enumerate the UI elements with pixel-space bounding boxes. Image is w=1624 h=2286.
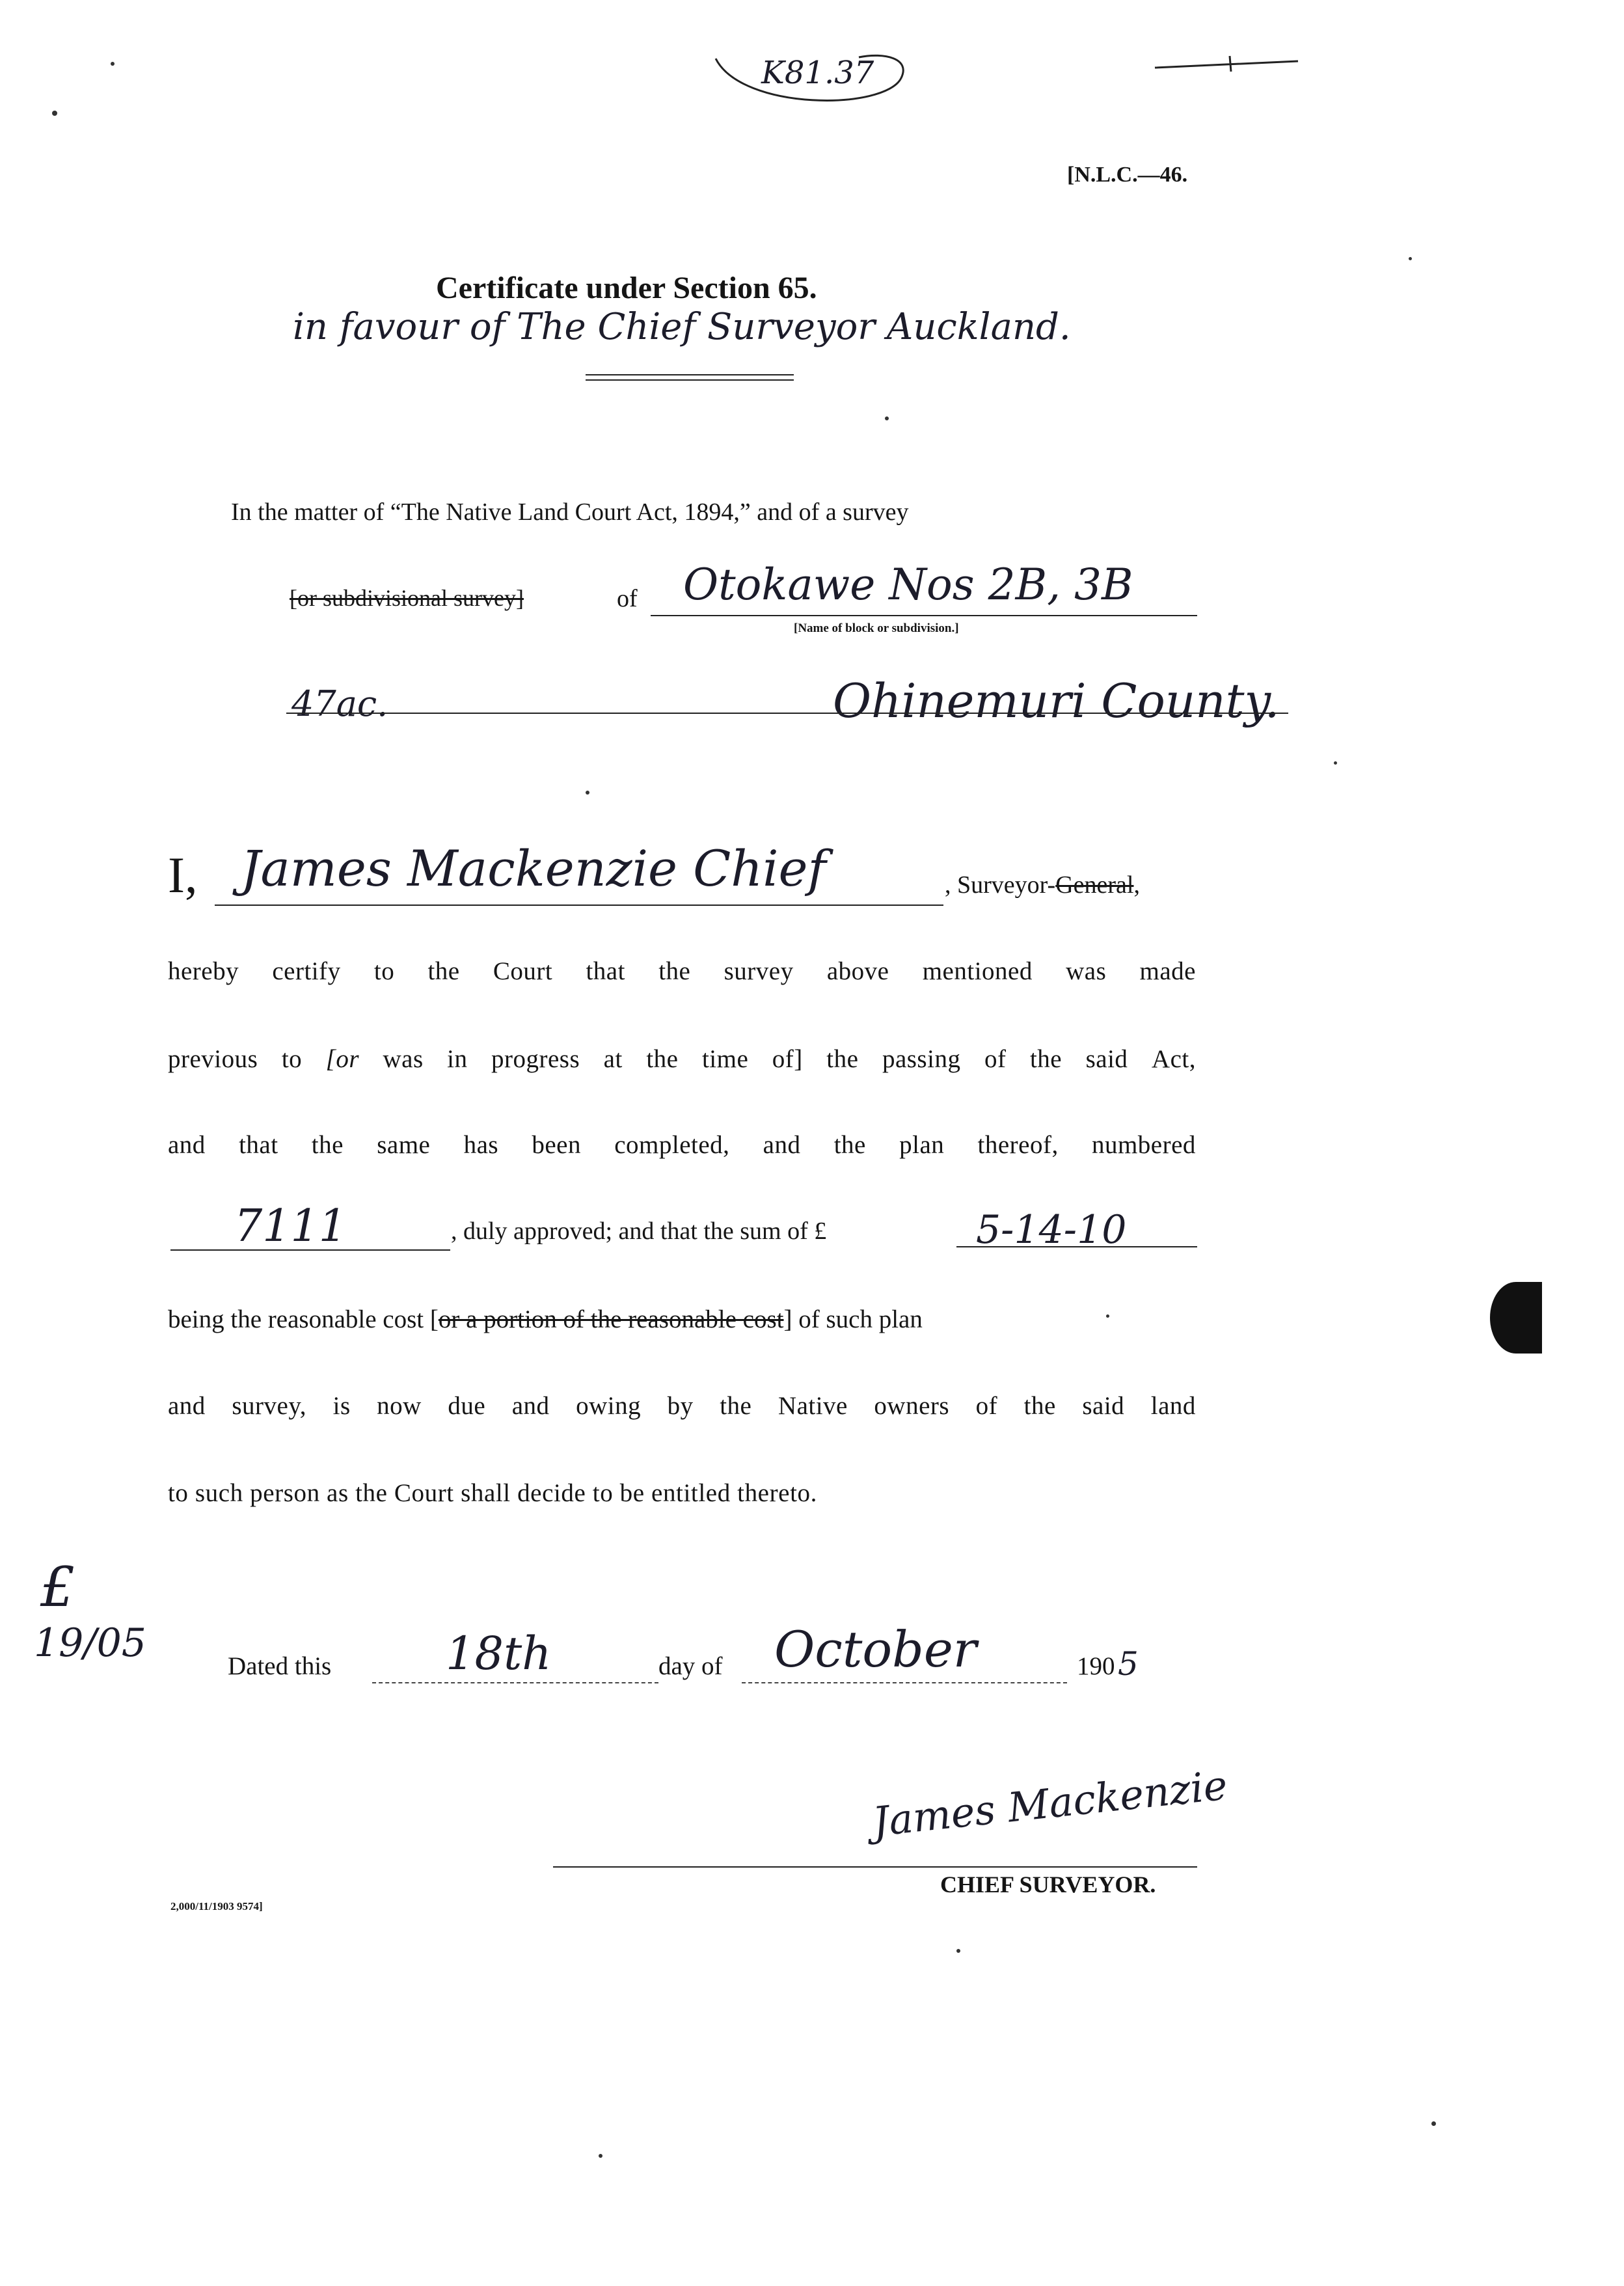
word: completed, xyxy=(614,1131,730,1159)
surveyor-title-struck: General xyxy=(1055,871,1134,899)
word: that xyxy=(239,1131,278,1159)
county-rule xyxy=(286,713,1288,714)
word: time xyxy=(701,1045,749,1073)
word: and xyxy=(511,1392,550,1420)
in-favour-line: in favour of The Chief Surveyor Auckland. xyxy=(293,306,1071,348)
approved-text: , duly approved; and that the sum of £ xyxy=(451,1218,827,1245)
word: the xyxy=(826,1045,859,1073)
word: the xyxy=(658,957,691,985)
word: survey xyxy=(724,957,794,985)
word: the xyxy=(646,1045,679,1073)
day-rule xyxy=(372,1682,658,1683)
area-acres: 47ac. xyxy=(291,683,388,724)
word: hereby xyxy=(168,957,239,985)
plan-number-rule xyxy=(170,1249,450,1251)
dated-month: October xyxy=(774,1620,977,1678)
word: same xyxy=(377,1131,431,1159)
signature-office: CHIEF SURVEYOR. xyxy=(940,1871,1156,1898)
word: said xyxy=(1085,1045,1128,1073)
day-of-label: day of xyxy=(658,1652,723,1680)
word: Act, xyxy=(1151,1045,1196,1073)
sum-amount: 5-14-10 xyxy=(976,1207,1127,1253)
word: previous xyxy=(168,1045,258,1073)
word: due xyxy=(448,1392,486,1420)
word: now xyxy=(377,1392,422,1420)
print-code: 2,000/11/1903 9574] xyxy=(170,1900,263,1912)
word: the xyxy=(311,1131,344,1159)
word: at xyxy=(603,1045,623,1073)
reasonable-cost-text xyxy=(168,1305,923,1334)
speck xyxy=(1431,2121,1436,2126)
word: Native xyxy=(778,1392,848,1420)
line5-b: ] of such plan xyxy=(783,1305,923,1333)
speck xyxy=(1334,761,1337,765)
certify-line-1 xyxy=(168,957,1196,986)
block-name: Otokawe Nos 2B, 3B xyxy=(683,560,1133,610)
name-rule xyxy=(215,905,943,906)
surveyor-name: James Mackenzie Chief xyxy=(241,839,826,897)
certify-line-2 xyxy=(168,1044,1196,1074)
word: passing xyxy=(882,1045,961,1073)
signature-rule xyxy=(553,1866,1197,1868)
word: been xyxy=(532,1131,581,1159)
struck-subdivisional-survey: [or subdivisional survey] xyxy=(290,585,524,611)
word: owing xyxy=(576,1392,642,1420)
word: Court xyxy=(493,957,553,985)
surveyor-title xyxy=(945,871,1140,899)
i-letter: I, xyxy=(168,847,198,903)
word: numbered xyxy=(1091,1131,1196,1159)
county-name: Ohinemuri County. xyxy=(833,674,1280,728)
word: plan xyxy=(899,1131,945,1159)
matter-lead: In the matter of “The Native Land Court Act, 1894,” and of a survey xyxy=(231,498,909,526)
speck xyxy=(599,2154,602,2158)
speck xyxy=(956,1949,960,1953)
form-code: [N.L.C.—46. xyxy=(1067,163,1188,187)
of-word: of xyxy=(617,585,638,612)
certify-line-3 xyxy=(168,1130,1196,1160)
word: of xyxy=(975,1392,998,1420)
word: in xyxy=(447,1045,468,1073)
word: the xyxy=(833,1131,866,1159)
word: thereof, xyxy=(977,1131,1059,1159)
surveyor-title-comma: , xyxy=(1133,871,1140,899)
year-handwritten: 5 xyxy=(1118,1645,1139,1683)
word: progress xyxy=(491,1045,580,1073)
dated-label: Dated this xyxy=(228,1652,332,1680)
reference-number: K81.37 xyxy=(761,55,874,91)
block-name-rule xyxy=(651,615,1197,616)
word: to xyxy=(281,1045,303,1073)
speck xyxy=(1106,1314,1109,1318)
margin-note-top: £ xyxy=(40,1555,75,1619)
word: the xyxy=(720,1392,752,1420)
word: has xyxy=(463,1131,499,1159)
title-rule-2 xyxy=(586,379,794,381)
word: is xyxy=(332,1392,351,1420)
word: the xyxy=(1023,1392,1056,1420)
line5-struck: or a portion of the reasonable cost xyxy=(438,1305,784,1333)
plan-number: 7111 xyxy=(234,1201,347,1252)
word: and xyxy=(168,1392,206,1420)
surveyor-title-prefix: , Surveyor- xyxy=(945,871,1056,899)
pen-stroke-mark xyxy=(1152,52,1301,78)
title-rule xyxy=(586,374,794,375)
word: certify xyxy=(272,957,341,985)
word: that xyxy=(586,957,625,985)
speck xyxy=(52,111,57,116)
word: was xyxy=(383,1045,424,1073)
word: to xyxy=(373,957,395,985)
certificate-heading: Certificate under Section 65. xyxy=(436,271,817,305)
word: owners xyxy=(874,1392,950,1420)
word: the xyxy=(427,957,460,985)
word: survey, xyxy=(232,1392,307,1420)
word: land xyxy=(1150,1392,1196,1420)
month-rule xyxy=(742,1682,1067,1683)
certify-line-6 xyxy=(168,1391,1196,1421)
reference-number-circled xyxy=(703,46,917,104)
word: was xyxy=(1066,957,1107,985)
signature: James Mackenzie xyxy=(870,1761,1230,1846)
certify-line-5 xyxy=(168,1305,1196,1334)
word: the xyxy=(1029,1045,1062,1073)
speck xyxy=(1409,257,1412,260)
margin-note-bottom: 19/05 xyxy=(34,1620,146,1666)
word: of xyxy=(984,1045,1007,1073)
year-prefix: 190 xyxy=(1077,1652,1115,1680)
word: above xyxy=(826,957,889,985)
line5-a: being the reasonable cost [ xyxy=(168,1305,439,1333)
sum-rule xyxy=(956,1246,1197,1247)
word: by xyxy=(667,1392,694,1420)
speck xyxy=(885,416,889,420)
certify-line-7: to such person as the Court shall decide to be entitled thereto. xyxy=(168,1479,817,1507)
speck xyxy=(586,791,589,795)
speck xyxy=(111,62,115,66)
block-caption: [Name of block or subdivision.] xyxy=(794,621,959,635)
word: of] xyxy=(772,1045,803,1073)
dated-day: 18th xyxy=(446,1627,552,1680)
binder-hole-mark xyxy=(1490,1282,1542,1354)
word: mentioned xyxy=(922,957,1033,985)
word: made xyxy=(1139,957,1196,985)
word: [or xyxy=(325,1045,360,1073)
word: said xyxy=(1082,1392,1125,1420)
word: and xyxy=(763,1131,801,1159)
word: and xyxy=(168,1131,206,1159)
